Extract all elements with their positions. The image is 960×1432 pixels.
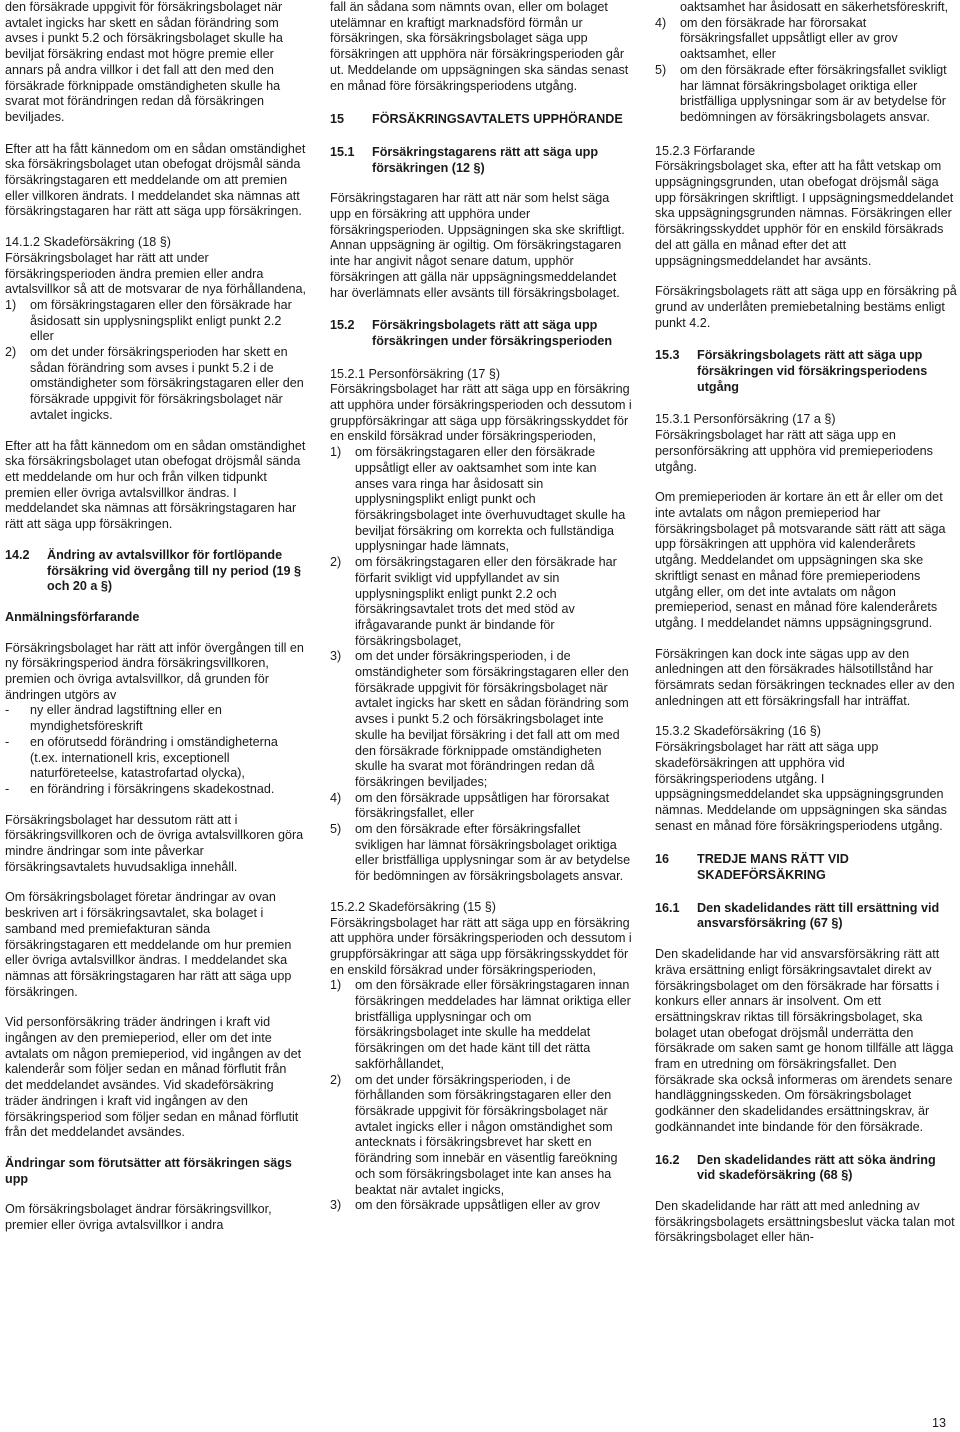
section-heading-16: 16 TREDJE MANS RÄTT VID SKADEFÖRSÄKRING [655, 852, 849, 883]
section-title: 15.2.1 Personförsäkring (17 §) [330, 366, 501, 381]
section-title: 15.3.1 Personförsäkring (17 a §) [655, 412, 836, 427]
list-item: 2) om försäkringstagaren eller den försäkrade har förfarit svikligt vid uppfyllandet av sin upplysningsplikt enligt punkt 2.2 och försäkringsavtalet trots det med stöd av ifrågavarande punkt är bindande för försäkringsbolaget, [330, 555, 617, 648]
section-heading-15-2: 15.2 Försäkringsbolagets rätt att säga upp försäkringen under försäkringsperioden [330, 318, 613, 348]
paragraph: Försäkringsbolaget har rätt att inför övergången till en ny försäkringsperiod ändra försäkringsvillkoren, premien och övriga avtalsvillkor, då grunden för ändringen utgörs av [5, 640, 304, 702]
section-heading-14-2: 14.2 Ändring av avtalsvillkor för fortlöpande försäkring vid övergång till ny period (19 § och 20 a §) [5, 547, 302, 594]
paragraph: Försäkringsbolaget har rätt att säga upp en personförsäkring att upphöra vid premieperiodens utgång. [655, 428, 933, 474]
paragraph: Om försäkringsbolaget företar ändringar av ovan beskriven art i försäkringsavtalet, ska bolaget i samband med premiefakturan sända försäkringstagaren ett meddelande om hur premien eller övriga avtalsvillkor ändras. I meddelandet ska nämnas att försäkringstagaren har rätt att säga upp försäkringen. [5, 890, 292, 999]
paragraph: Vid personförsäkring träder ändringen i kraft vid ingången av den premieperiod, eller om det inte avtalats om någon premieperiod, vid ingången av det kalenderår som följer sedan en månad förflutit från det meddelandet avsändes. Vid skadeförsäkring träder ändringen i kraft vid ingången av den försäkringsperiod som följer sedan en månad förflutit från det meddelandet avsändes. [5, 1015, 302, 1140]
section-heading-16-1: 16.1 Den skadelidandes rätt till ersättning vid ansvarsförsäkring (67 §) [655, 900, 940, 931]
column-right [655, 0, 957, 1246]
paragraph: Försäkringsbolaget har rätt att under försäkringsperioden ändra premien eller andra avtalsvillkor så att de motsvarar de nya förhållandena, [5, 250, 307, 297]
section-title: 15.2.2 Skadeförsäkring (15 §) [330, 899, 496, 914]
list-item: - ny eller ändrad lagstiftning eller en myndighetsföreskrift [5, 703, 222, 734]
list-item: 3) om det under försäkringsperioden, i de omständigheter som försäkringstagaren eller den försäkrade uppgivit för försäkringsbolaget när avtalet ingicks har skett en sådan förändring som avses i punkt 5.2 och försäkringsbolaget inte skulle ha beviljat försäkring i det fall att om med den försäkrade förknippade omständigheten skulle ha svarat mot förändringen redan då försäkringen beviljades; [330, 649, 629, 789]
column-middle [330, 0, 632, 1214]
section-heading-15-3: 15.3 Försäkringsbolagets rätt att säga upp försäkringen vid försäkringsperiodens utgång [655, 348, 928, 394]
section-title: 14.1.2 Skadeförsäkring (18 §) [5, 235, 171, 250]
section-title: 15.2.3 Förfarande [655, 143, 756, 158]
list-item: 5) om den försäkrade efter försäkringsfallet svikligen har lämnat försäkringsbolaget oriktiga eller bristfälliga upplysningar som är av betydelse för bedömningen av försäkringsbolagets ansvar. [330, 822, 631, 884]
section-heading-16-2: 16.2 Den skadelidandes rätt att söka ändring vid skadeförsäkring (68 §) [655, 1152, 936, 1183]
subheading: Ändringar som förutsätter att försäkringen sägs upp [5, 1156, 292, 1186]
list-item: 2) om det under försäkringsperioden har skett en sådan förändring som avses i punkt 5.2 i de omständigheter som försäkringstagaren eller den försäkrade uppgivit för försäkringsbolaget när avtalet ingicks. [5, 345, 304, 422]
list-item: 1) om försäkringstagaren eller den försäkrade uppsåtligt eller av oaktsamhet som inte kan anses vara ringa har åsidosatt sin upplysningsplikt enligt punkt och försäkringsbolaget inte överhuvudtaget skulle ha beviljat försäkring om korrekta och fullständiga upplysningar hade lämnats, [330, 445, 626, 554]
paragraph: Den skadelidande har vid ansvarsförsäkring rätt att kräva ersättning enligt försäkringsavtalet direkt av försäkringsbolaget om den försäkrade har försatts i konkurs eller annars är insolvent. Om ett ersättningskrav riktas till försäkringsbolaget, ska bolaget utan obefogat dröjsmål underrätta den försäkrade om saken samt ge honom tillfälle att lägga fram en utredning om försäkringsfallet. Den försäkrade ska också informeras om ärendets senare handläggningsskeden. Om försäkringsbolaget godkänner den skadelidandes ersättningskrav, är godkännandet inte bindande för den försäkrade. [655, 947, 954, 1134]
paragraph: Efter att ha fått kännedom om en sådan omständighet ska försäkringsbolaget utan obefogat dröjsmål sända försäkringstagaren ett meddelande om att premien eller villkoren ändrats. I meddelandet ska nämnas att försäkringstagaren har rätt att säga upp försäkringen. [5, 141, 306, 219]
paragraph: Försäkringsbolaget har rätt att säga upp skadeförsäkringen att upphöra vid försäkringsperiodens utgång. I uppsägningsmeddelandet ska uppsägningsgrunden nämnas. Meddelande om uppsägningen ska sändas senast en månad före försäkringsperiodens utgång. [655, 740, 947, 833]
paragraph: Efter att ha fått kännedom om en sådan omständighet ska försäkringsbolaget utan obefogat dröjsmål sända ett meddelande om hur och från vilken tidpunkt premien eller övriga avtalsvillkor ändras. I meddelandet ska nämnas att försäkringstagaren har rätt att säga upp försäkringen. [5, 438, 306, 532]
list-item: 5) om den försäkrade efter försäkringsfallet svikligt har lämnat försäkringsbolaget oriktiga eller bristfälliga upplysningar som är av betydelse för bedömningen av försäkringsbolagets ansvar. [655, 62, 947, 124]
list-item: 3) om den försäkrade uppsåtligen eller av grov [330, 1198, 601, 1213]
paragraph: Försäkringen kan dock inte sägas upp av den anledningen att den försäkrades hälsotillstånd har försämrats sedan försäkringen tecknades eller av den anledningen att ett försäkringsfall har inträffat. [655, 646, 955, 708]
list-item: 4) om den försäkrade uppsåtligen har förorsakat försäkringsfallet, eller [330, 790, 610, 821]
paragraph: Försäkringsbolaget har dessutom rätt att i försäkringsvillkoren och de övriga avtalsvillkoren göra mindre ändringar som inte påverkar försäkringsavtalets huvudsakliga innehåll. [5, 812, 304, 874]
list-item: 1) om försäkringstagaren eller den försäkrade har åsidosatt sin upplysningsplikt enligt punkt 2.2 eller [5, 297, 292, 344]
paragraph: Försäkringsbolaget har rätt att säga upp en försäkring att upphöra under försäkringsperioden och dessutom i gruppförsäkringar att säga upp försäkringsskyddet för en enskild försäkrad under försäkringsperioden, [330, 915, 632, 977]
section-title: 15.3.2 Skadeförsäkring (16 §) [655, 724, 821, 739]
list-item: 4) om den försäkrade har förorsakat försäkringsfallet uppsåtligt eller av grov oaktsamhet, eller [655, 15, 898, 62]
paragraph: Försäkringsbolagets rätt att säga upp en försäkring på grund av underlåten premiebetalning bestäms enligt punkt 4.2. [655, 284, 957, 330]
page-number: 13 [932, 1416, 947, 1430]
paragraph: fall än sådana som nämnts ovan, eller om bolaget utelämnar en kraftigt marknadsförd förmån ur försäkringen, ska försäkringsbolaget säga upp försäkringen att upphöra när försäkringsperioden går ut. Meddelande om uppsägningen ska sändas senast en månad före försäkringsperiodens utgång. [330, 0, 629, 93]
list-item: - en förändring i försäkringens skadekostnad. [5, 781, 275, 796]
paragraph: Den skadelidande har rätt att med anledning av försäkringsbolagets ersättningsbeslut väcka talan mot försäkringsbolaget eller hän- [655, 1199, 955, 1245]
section-heading-15: 15 FÖRSÄKRINGSAVTALETS UPPHÖRANDE [330, 112, 623, 127]
list-item: - en oförutsedd förändring i omständigheterna (t.ex. internationell kris, exceptionell naturföreteelse, katastrofartad olycka), [5, 734, 278, 781]
section-heading-15-1: 15.1 Försäkringstagarens rätt att säga upp försäkringen (12 §) [330, 144, 599, 175]
list-item: oaktsamhet har åsidosatt en säkerhetsföreskrift, [680, 0, 949, 14]
subheading: Anmälningsförfarande [5, 609, 140, 624]
paragraph: Försäkringsbolaget har rätt att säga upp en försäkring att upphöra under försäkringsperioden och dessutom i gruppförsäkringar att säga upp försäkringsskyddet för en enskild försäkrad under försäkringsperioden, [330, 382, 632, 444]
paragraph: Om försäkringsbolaget ändrar försäkringsvillkor, premier eller övriga avtalsvillkor i andra [5, 1202, 272, 1233]
list-item: 2) om det under försäkringsperioden, i de förhållanden som försäkringstagaren eller den försäkrade uppgivit för försäkringsbolaget när avtalet ingicks eller i någon omständighet som antecknats i försäkringsbrevet har skett en förändring som innebär en väsentlig fareökning och som försäkringsbolaget inte kan anses ha beaktat när avtalet ingicks, [330, 1072, 618, 1197]
list-item: 1) om den försäkrade eller försäkringstagaren innan försäkringen meddelades har lämnat oriktiga eller bristfälliga upplysningar och om försäkringsbolaget inte skulle ha meddelat försäkringen om det hade känt till det rätta sakförhållandet, [330, 978, 631, 1071]
column-left [5, 0, 307, 1234]
paragraph: den försäkrade uppgivit för försäkringsbolaget när avtalet ingicks har skett en sådan förändring som avses i punkt 5.2 och försäkringsbolaget skulle ha beviljat försäkring endast mot högre premie eller annars på andra villkor i det fall att den med den försäkrade förknippade omständigheten skulle ha svarat mot förändringen redan då försäkringen beviljades. [5, 0, 283, 124]
paragraph: Försäkringstagaren har rätt att när som helst säga upp en försäkring att upphöra under försäkringsperioden. Uppsägningen ska ske skriftligt. Annan uppsägning är ogiltig. Om försäkringstagaren inte har angivit något senare datum, upphör försäkringen att gälla när uppsägningsmeddelandet har överlämnats eller avsänts till försäkringsbolaget. [330, 191, 625, 300]
paragraph: Försäkringsbolaget ska, efter att ha fått vetskap om uppsägningsgrunden, utan obefogat dröjsmål säga upp försäkringen skriftligt. I uppsägningsmeddelandet ska uppsägningsgrunden nämnas. Försäkringen eller försäkringsskyddet upphör för en enskild försäkrads del att gälla en månad efter det att uppsägningsmeddelandet har avsänts. [655, 159, 954, 268]
paragraph: Om premieperioden är kortare än ett år eller om det inte avtalats om någon premieperiod har försäkringsbolaget på motsvarande sätt rätt att säga upp försäkringen att upphöra vid kalenderårets utgång. Meddelandet om uppsägningen ska ske skriftligt senast en månad före premieperiodens utgång eller, om det inte avtalats om någon premieperiod, senast en månad före kalenderårets utgång. I meddelandet nämns uppsägningsgrund. [655, 490, 946, 630]
